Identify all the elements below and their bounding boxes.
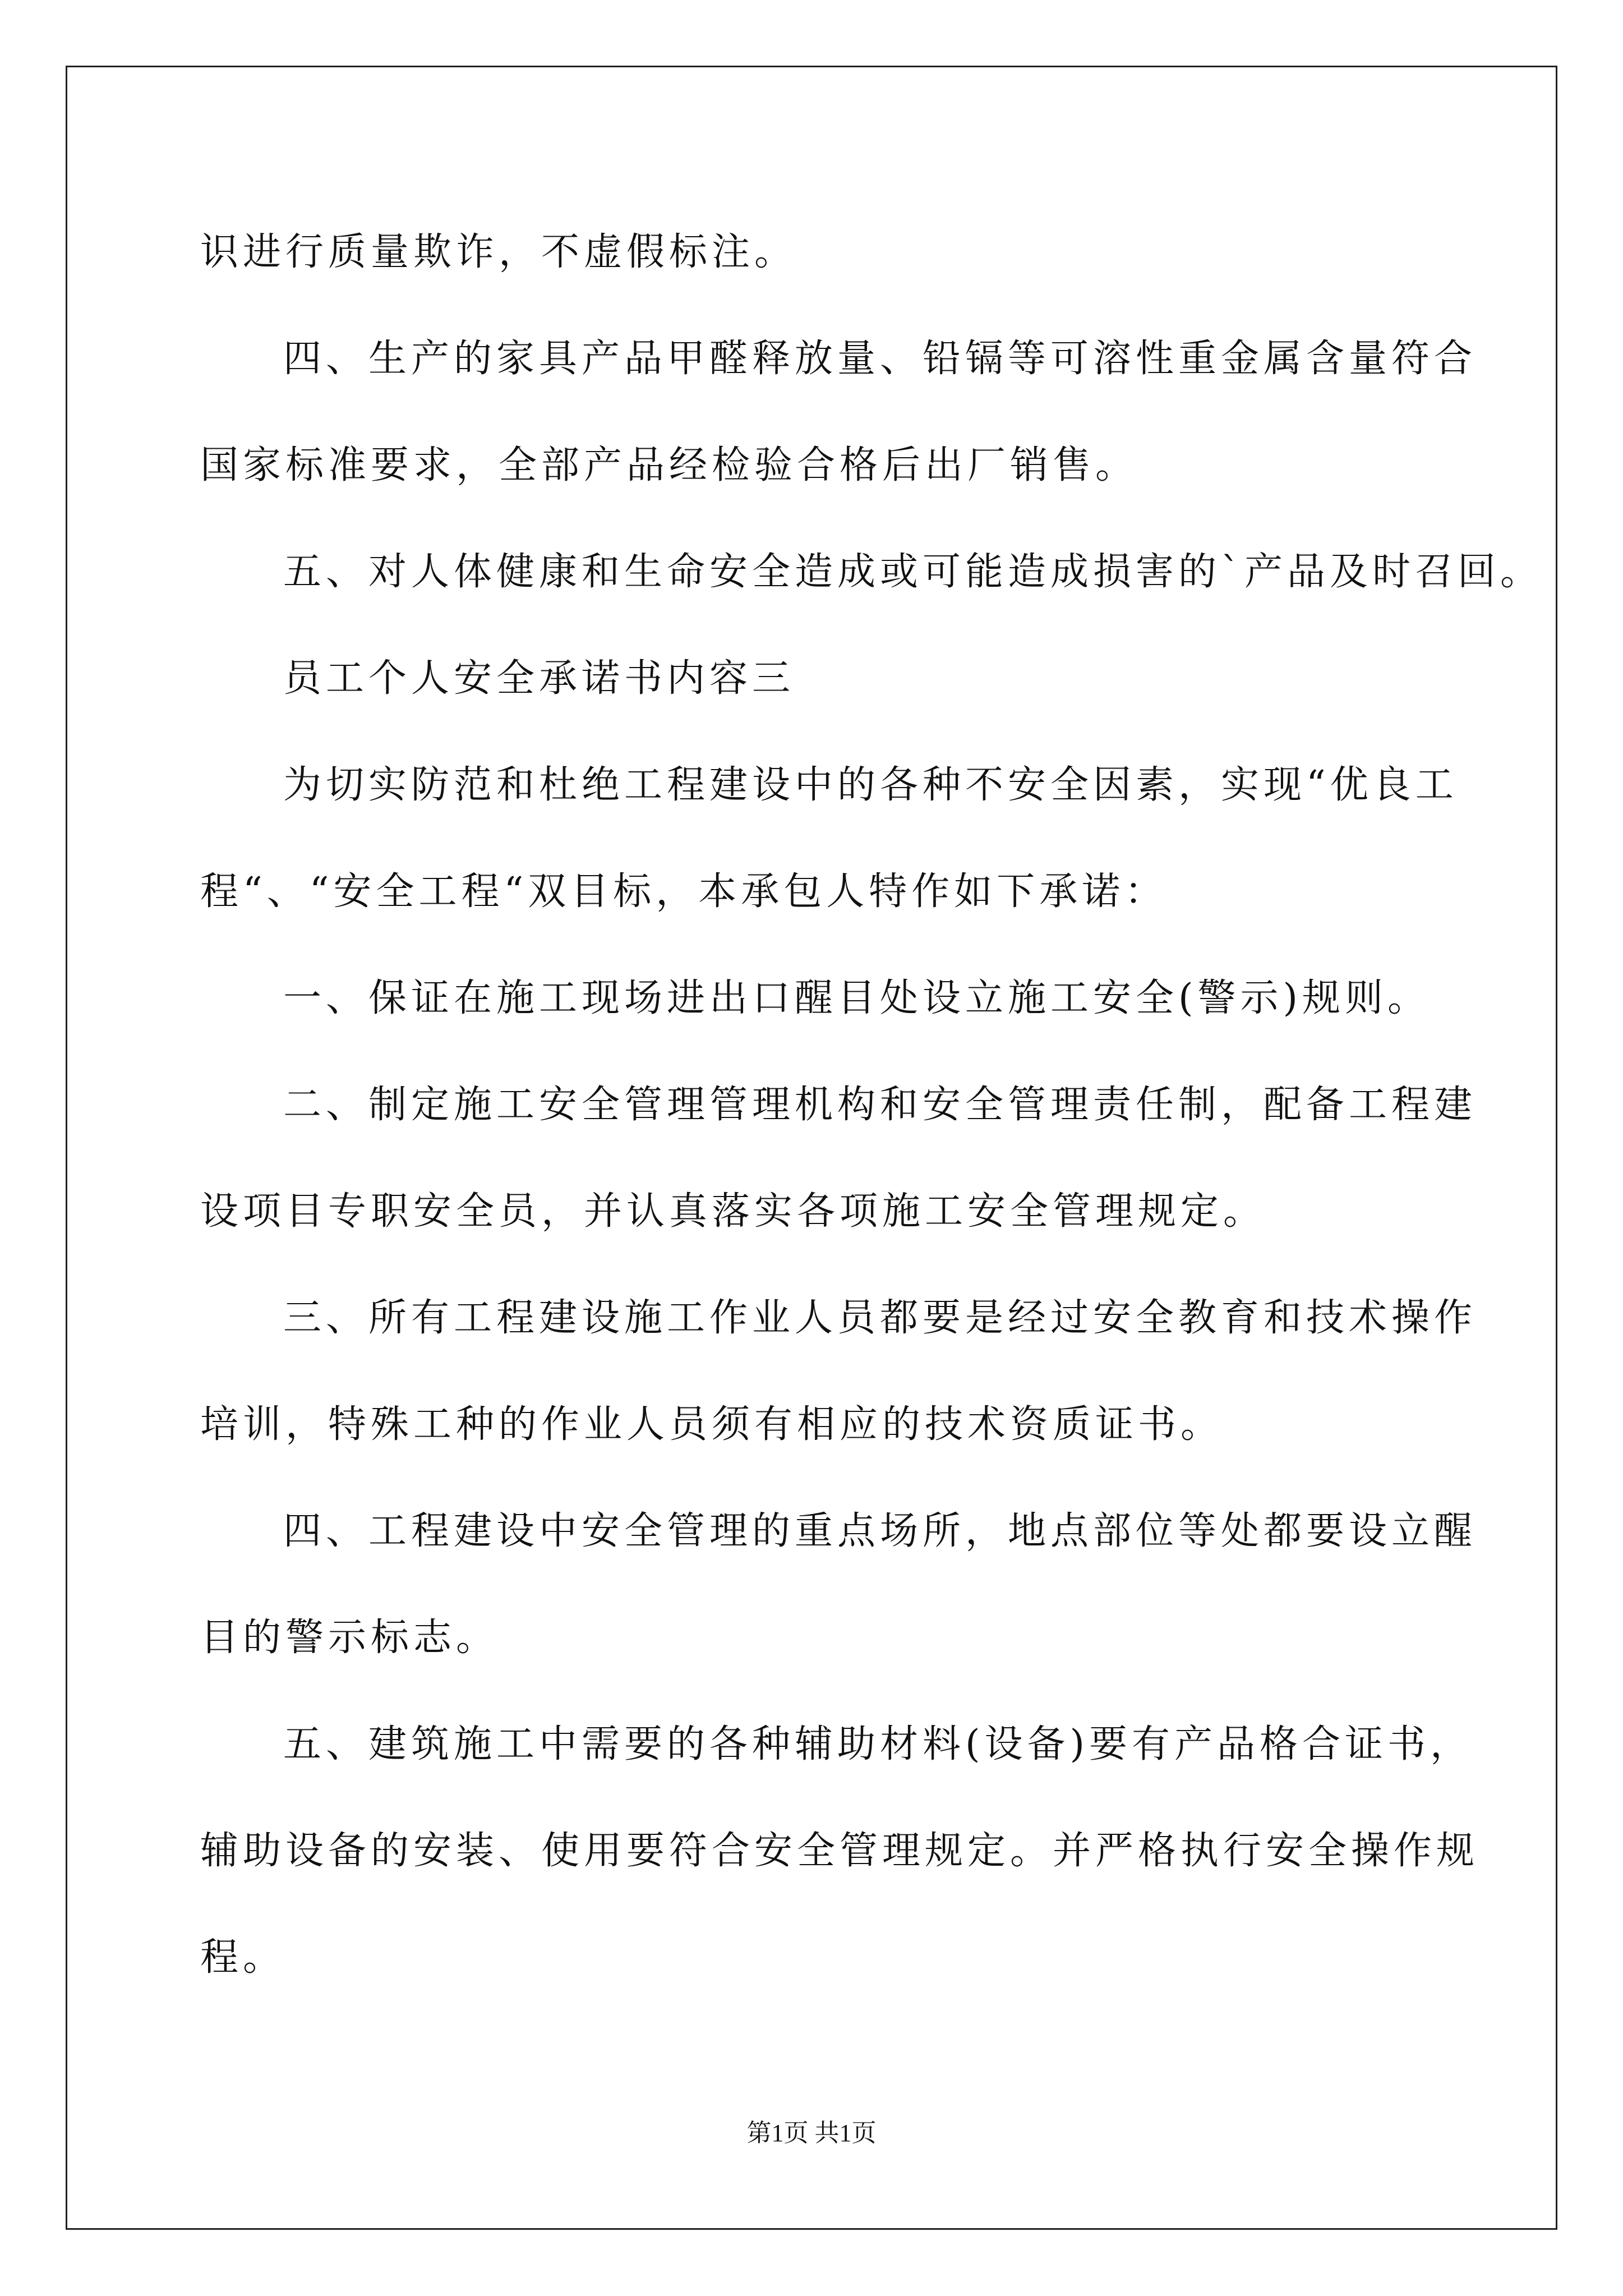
section-heading: 员工个人安全承诺书内容三	[283, 656, 795, 701]
text-line: 目的警示标志。	[200, 1616, 499, 1660]
text-line: 五、建筑施工中需要的各种辅助材料(设备)要有产品格合证书，	[283, 1722, 1473, 1766]
text-line: 四、生产的家具产品甲醛释放量、铅镉等可溶性重金属含量符合	[283, 337, 1477, 381]
page-footer: 第1页 共1页	[746, 2119, 877, 2147]
text-line: 设项目专职安全员，并认真落实各项施工安全管理规定。	[200, 1189, 1266, 1234]
text-line: 辅助设备的安装、使用要符合安全管理规定。并严格执行安全操作规	[200, 1829, 1479, 1873]
text-line: 三、所有工程建设施工作业人员都要是经过安全教育和技术操作	[283, 1296, 1477, 1340]
text-line: 国家标准要求，全部产品经检验合格后出厂销售。	[200, 443, 1138, 487]
page-border	[66, 66, 1557, 2230]
text-line: 识进行质量欺诈，不虚假标注。	[200, 230, 797, 274]
text-line: 二、制定施工安全管理管理机构和安全管理责任制，配备工程建	[283, 1083, 1477, 1127]
text-line: 五、对人体健康和生命安全造成或可能造成损害的`产品及时召回。	[283, 550, 1543, 594]
text-line: 一、保证在施工现场进出口醒目处设立施工安全(警示)规则。	[283, 976, 1431, 1020]
text-line: 为切实防范和杜绝工程建设中的各种不安全因素，实现“优良工	[283, 763, 1458, 807]
text-line: 程。	[200, 1935, 286, 1980]
text-line: 程“、“安全工程“双目标，本承包人特作如下承诺：	[200, 869, 1168, 914]
text-line: 培训，特殊工种的作业人员须有相应的技术资质证书。	[200, 1402, 1224, 1447]
text-line: 四、工程建设中安全管理的重点场所，地点部位等处都要设立醒	[283, 1509, 1477, 1553]
